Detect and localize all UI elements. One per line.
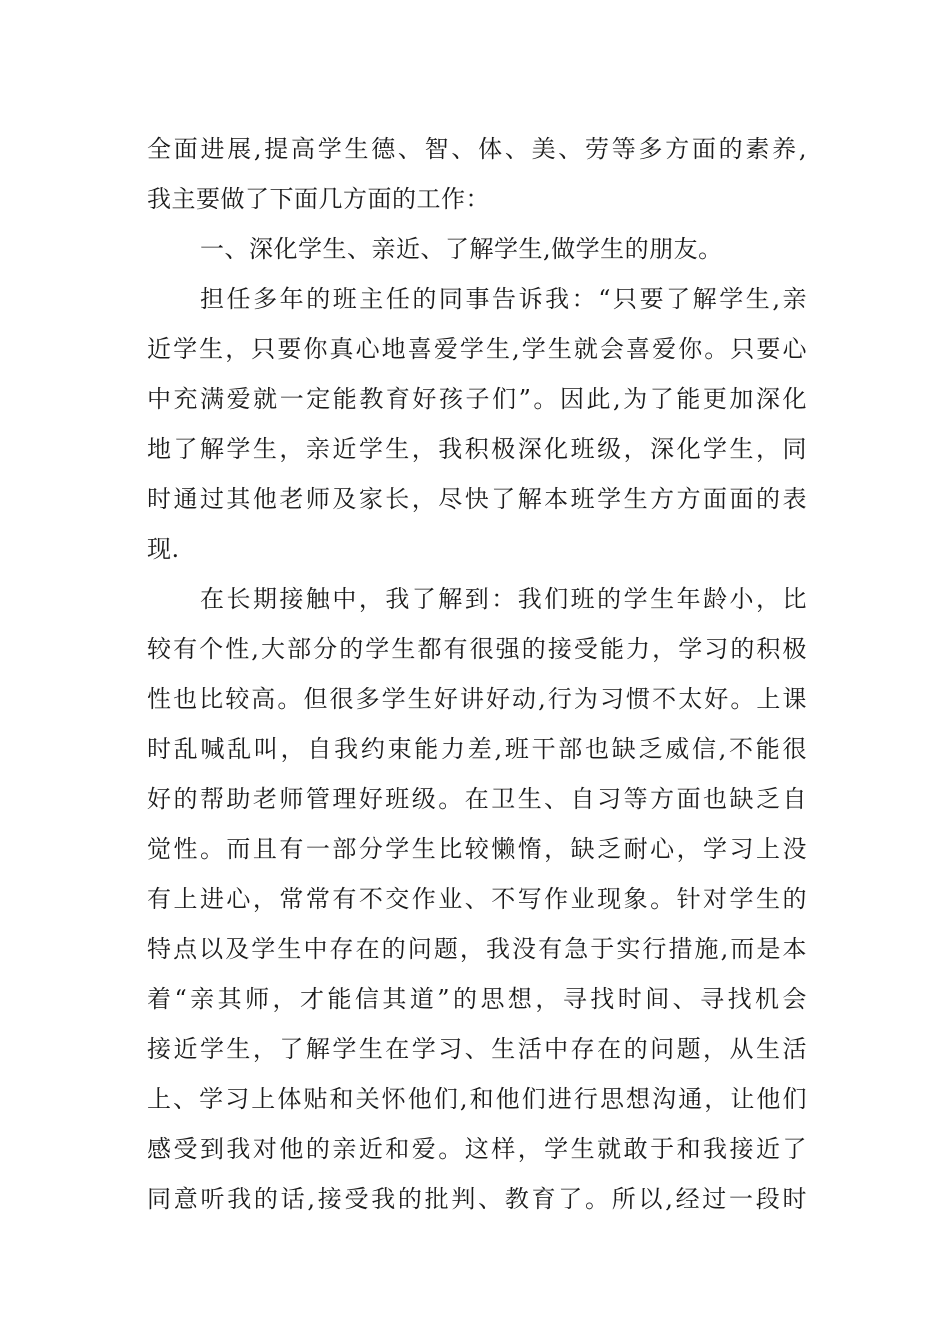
text-line: 上、学习上体贴和关怀他们,和他们进行思想沟通，让他们 (147, 1085, 807, 1113)
text-line: 地了解学生，亲近学生，我积极深化班级，深化学生，同 (147, 435, 807, 463)
text-line: 觉性。而且有一部分学生比较懒惰，缺乏耐心，学习上没 (147, 835, 807, 863)
text-line: 现. (147, 535, 180, 563)
text-line: 接近学生，了解学生在学习、生活中存在的问题，从生活 (147, 1035, 807, 1063)
text-line: 性也比较高。但很多学生好讲好动,行为习惯不太好。上课 (147, 685, 807, 713)
text-line: 较有个性,大部分的学生都有很强的接受能力，学习的积极 (147, 635, 807, 663)
text-line: 近学生，只要你真心地喜爱学生,学生就会喜爱你。只要心 (147, 335, 807, 363)
text-line: 我主要做了下面几方面的工作： (147, 185, 490, 213)
text-line: 担任多年的班主任的同事告诉我：“只要了解学生,亲 (200, 285, 807, 313)
text-line: 时通过其他老师及家长，尽快了解本班学生方方面面的表 (147, 485, 807, 513)
text-line: 有上进心，常常有不交作业、不写作业现象。针对学生的 (147, 885, 807, 913)
text-line: 全面进展,提高学生德、智、体、美、劳等多方面的素养, (147, 135, 807, 163)
text-line: 同意听我的话,接受我的批判、教育了。所以,经过一段时 (147, 1185, 807, 1213)
section-heading: 一、深化学生、亲近、了解学生,做学生的朋友。 (200, 235, 723, 263)
text-line: 在长期接触中，我了解到：我们班的学生年龄小，比 (200, 585, 807, 613)
text-line: 特点以及学生中存在的问题，我没有急于实行措施,而是本 (147, 935, 807, 963)
text-line: 感受到我对他的亲近和爱。这样，学生就敢于和我接近了 (147, 1135, 807, 1163)
text-line: 中充满爱就一定能教育好孩子们”。因此,为了能更加深化 (147, 385, 807, 413)
text-line: 时乱喊乱叫，自我约束能力差,班干部也缺乏威信,不能很 (147, 735, 807, 763)
text-line: 好的帮助老师管理好班级。在卫生、自习等方面也缺乏自 (147, 785, 807, 813)
text-line: 着“亲其师，才能信其道”的思想，寻找时间、寻找机会 (147, 985, 807, 1013)
